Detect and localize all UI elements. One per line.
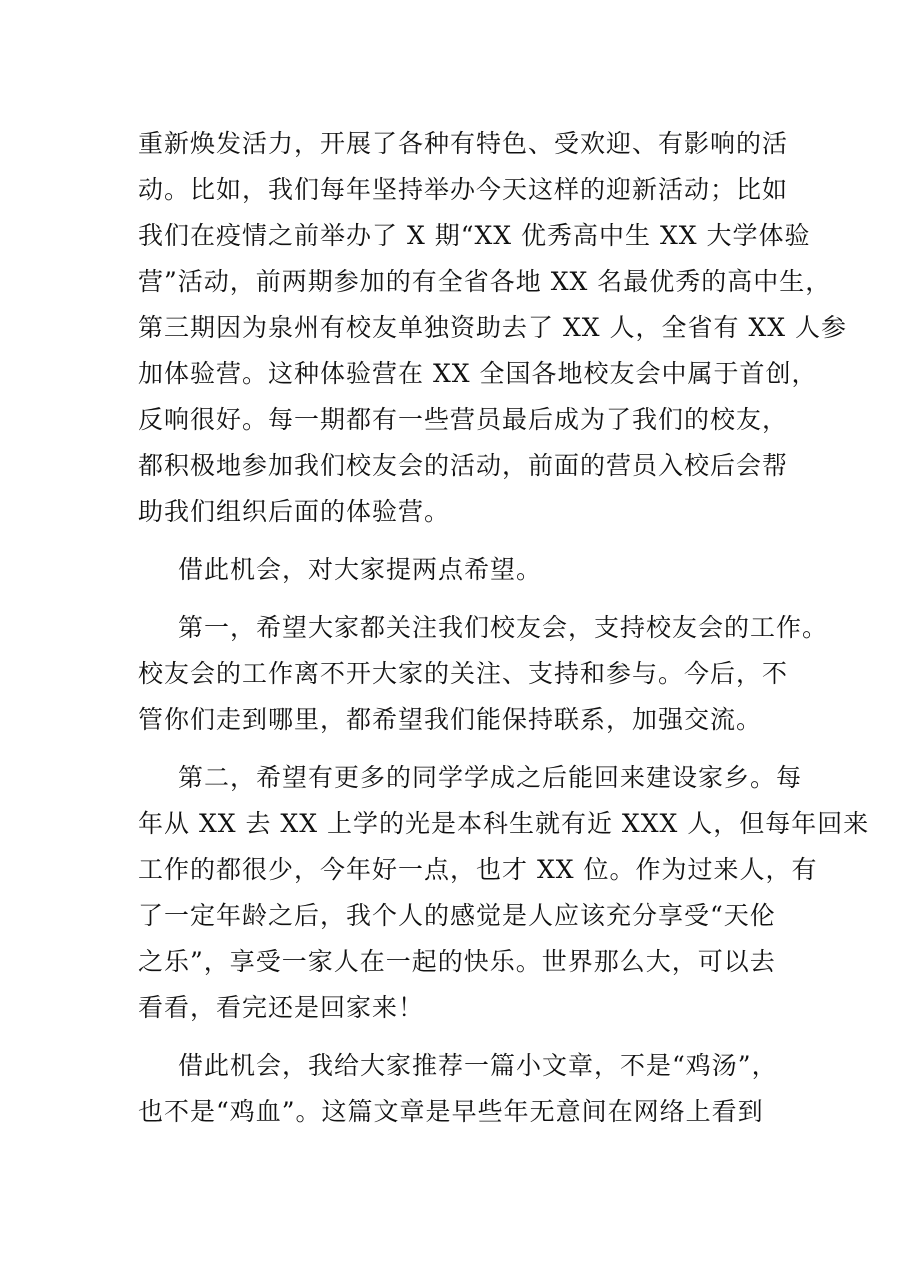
text-line: 年从 XX 去 XX 上学的光是本科生就有近 XXX 人，但每年回来: [138, 809, 870, 838]
text-line: 营”活动，前两期参加的有全省各地 XX 名最优秀的高中生，: [138, 267, 832, 296]
paragraph-4: [138, 755, 870, 1031]
text-line: 了一定年龄之后，我个人的感觉是人应该充分享受“天伦: [138, 901, 776, 930]
paragraph-5: [138, 1043, 778, 1135]
text-line: 重新焕发活力，开展了各种有特色、受欢迎、有影响的活: [138, 129, 789, 158]
text-line: 第二，希望有更多的同学学成之后能回来建设家乡。每: [178, 763, 803, 792]
paragraph-2: [138, 547, 778, 593]
text-line: 第三期因为泉州有校友单独资助去了 XX 人，全省有 XX 人参: [138, 313, 847, 342]
text-line: 动。比如，我们每年坚持举办今天这样的迎新活动；比如: [138, 175, 789, 204]
text-line: 加体验营。这种体验营在 XX 全国各地校友会中属于首创，: [138, 359, 818, 388]
text-line: 借此机会，我给大家推荐一篇小文章，不是“鸡汤”，: [178, 1051, 778, 1080]
text-line: 校友会的工作离不开大家的关注、支持和参与。今后，不: [138, 659, 789, 688]
paragraph-3: [138, 605, 829, 743]
text-line: 第一，希望大家都关注我们校友会，支持校友会的工作。: [178, 613, 829, 642]
paragraph-1: [138, 121, 847, 535]
document-body: [138, 121, 870, 1135]
text-line: 借此机会，对大家提两点希望。: [178, 555, 543, 584]
text-line: 看看，看完还是回家来！: [138, 993, 425, 1022]
text-line: 工作的都很少，今年好一点，也才 XX 位。作为过来人，有: [138, 855, 818, 884]
text-line: 管你们走到哪里，都希望我们能保持联系，加强交流。: [138, 705, 763, 734]
text-line: 我们在疫情之前举办了 X 期“XX 优秀高中生 XX 大学体验: [138, 221, 811, 250]
text-line: 助我们组织后面的体验营。: [138, 497, 451, 526]
text-line: 都积极地参加我们校友会的活动，前面的营员入校后会帮: [138, 451, 789, 480]
text-line: 之乐”，享受一家人在一起的快乐。世界那么大，可以去: [138, 947, 776, 976]
text-line: 也不是“鸡血”。这篇文章是早些年无意间在网络上看到: [138, 1097, 764, 1126]
text-line: 反响很好。每一期都有一些营员最后成为了我们的校友，: [138, 405, 789, 434]
